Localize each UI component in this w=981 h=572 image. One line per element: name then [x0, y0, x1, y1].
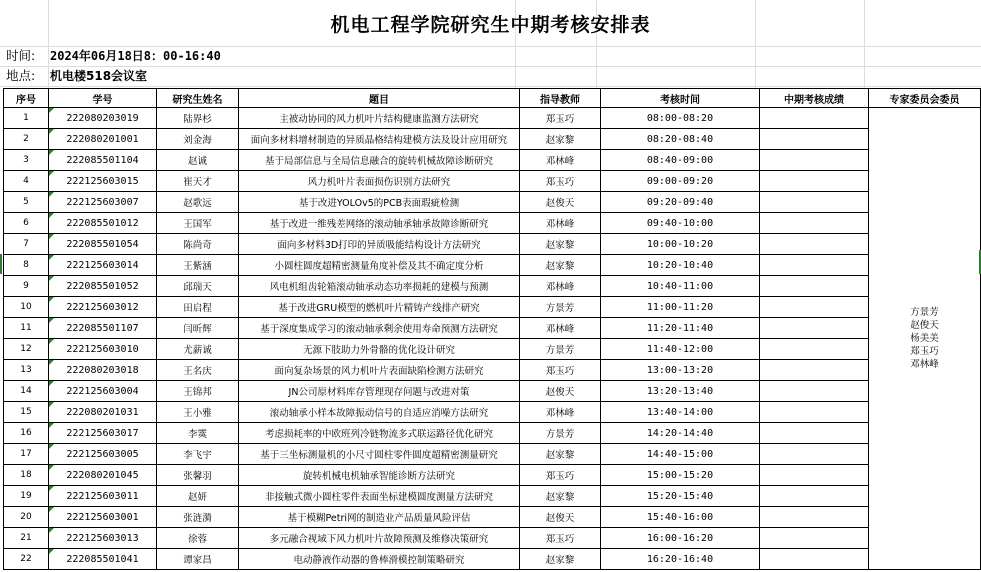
cell-score[interactable]	[760, 129, 869, 150]
cell-score[interactable]	[760, 465, 869, 486]
cell-name[interactable]: 邱瑞天	[157, 276, 239, 297]
cell-score[interactable]	[760, 192, 869, 213]
cell-time[interactable]: 08:20-08:40	[601, 129, 760, 150]
cell-name[interactable]: 陆界杉	[157, 108, 239, 129]
table-row	[4, 339, 981, 360]
col-header-no[interactable]: 序号	[4, 89, 49, 108]
cell-advisor[interactable]: 邓林峰	[520, 318, 601, 339]
col-header-sid[interactable]: 学号	[49, 89, 157, 108]
cell-topic[interactable]: 主被动协同的风力机叶片结构健康监测方法研究	[239, 108, 520, 129]
cell-name[interactable]: 崔天才	[157, 171, 239, 192]
cell-sid[interactable]: 222125603012	[49, 297, 157, 318]
cell-no[interactable]: 10	[4, 297, 49, 318]
col-header-advisor[interactable]: 指导教师	[520, 89, 601, 108]
row-selection-marker	[0, 254, 2, 274]
cell-topic[interactable]: 多元融合视域下风力机叶片故障预测及维修决策研究	[239, 528, 520, 549]
cell-no[interactable]: 4	[4, 171, 49, 192]
table-row	[4, 129, 981, 150]
cell-topic[interactable]: 面向多材料增材制造的异质晶格结构建模方法及设计应用研究	[239, 129, 520, 150]
cell-advisor[interactable]: 郑玉巧	[520, 465, 601, 486]
committee-member: 赵俊天	[910, 320, 939, 331]
cell-no[interactable]: 6	[4, 213, 49, 234]
cell-score[interactable]	[760, 339, 869, 360]
col-header-topic[interactable]: 题目	[239, 89, 520, 108]
cell-name[interactable]: 闫昕辉	[157, 318, 239, 339]
cell-score[interactable]	[760, 402, 869, 423]
cell-score[interactable]	[760, 318, 869, 339]
cell-name[interactable]: 谭家昌	[157, 549, 239, 570]
cell-score[interactable]	[760, 549, 869, 570]
cell-no[interactable]: 5	[4, 192, 49, 213]
cell-advisor[interactable]: 赵俊天	[520, 192, 601, 213]
cell-time[interactable]: 16:20-16:40	[601, 549, 760, 570]
schedule-table	[3, 88, 981, 570]
col-header-committee[interactable]: 专家委员会委员	[869, 89, 981, 108]
cell-no[interactable]: 9	[4, 276, 49, 297]
table-row	[4, 444, 981, 465]
time-value: 2024年06月18日8：00-16:40	[50, 49, 221, 63]
table-row	[4, 192, 981, 213]
cell-name[interactable]: 张馨羽	[157, 465, 239, 486]
table-row	[4, 402, 981, 423]
cell-sid[interactable]: 222125603007	[49, 192, 157, 213]
cell-time[interactable]: 08:00-08:20	[601, 108, 760, 129]
cell-topic[interactable]: 基于三坐标测量机的小尺寸圆柱零件圆度超精密测量研究	[239, 444, 520, 465]
committee-member: 邓林峰	[910, 359, 939, 370]
cell-sid[interactable]: 222080201045	[49, 465, 157, 486]
cell-name[interactable]: 李飞宇	[157, 444, 239, 465]
cell-no[interactable]: 12	[4, 339, 49, 360]
cell-topic[interactable]: JN公司原材料库存管理现存问题与改进对策	[239, 381, 520, 402]
cell-no[interactable]: 15	[4, 402, 49, 423]
cell-time[interactable]: 15:20-15:40	[601, 486, 760, 507]
cell-no[interactable]: 18	[4, 465, 49, 486]
sheet-title[interactable]: 机电工程学院研究生中期考核安排表	[0, 0, 981, 47]
cell-time[interactable]: 11:40-12:00	[601, 339, 760, 360]
cell-topic[interactable]: 面向多材料3D打印的异质吸能结构设计方法研究	[239, 234, 520, 255]
cell-sid[interactable]: 222125603014	[49, 255, 157, 276]
cell-name[interactable]: 王名庆	[157, 360, 239, 381]
committee-member: 方景芳	[910, 307, 939, 318]
table-row	[4, 486, 981, 507]
cell-time[interactable]: 14:40-15:00	[601, 444, 760, 465]
cell-topic[interactable]: 考虑损耗率的中欧班列冷链物流多式联运路径优化研究	[239, 423, 520, 444]
time-label: 时间:	[6, 48, 36, 63]
cell-sid[interactable]: 222125603013	[49, 528, 157, 549]
cell-no[interactable]: 17	[4, 444, 49, 465]
cell-topic[interactable]: 基于深度集成学习的滚动轴承剩余使用寿命预测方法研究	[239, 318, 520, 339]
table-row	[4, 297, 981, 318]
cell-topic[interactable]: 基于模糊Petri网的制造业产品质量风险评估	[239, 507, 520, 528]
col-header-time[interactable]: 考核时间	[601, 89, 760, 108]
cell-no[interactable]: 22	[4, 549, 49, 570]
committee-cell[interactable]	[869, 108, 981, 570]
cell-score[interactable]	[760, 360, 869, 381]
cell-time[interactable]: 13:40-14:00	[601, 402, 760, 423]
cell-time[interactable]: 11:00-11:20	[601, 297, 760, 318]
cell-no[interactable]: 2	[4, 129, 49, 150]
cell-time[interactable]: 09:20-09:40	[601, 192, 760, 213]
cell-sid[interactable]: 222125603004	[49, 381, 157, 402]
cell-topic[interactable]: 小圆柱圆度超精密测量角度补偿及其不确定度分析	[239, 255, 520, 276]
cell-time[interactable]: 10:00-10:20	[601, 234, 760, 255]
cell-name[interactable]: 李霙	[157, 423, 239, 444]
cell-sid[interactable]: 222125603005	[49, 444, 157, 465]
cell-advisor[interactable]: 赵俊天	[520, 381, 601, 402]
cell-advisor[interactable]: 赵俊天	[520, 507, 601, 528]
cell-topic[interactable]: 旋转机械电机轴承智能诊断方法研究	[239, 465, 520, 486]
table-row	[4, 423, 981, 444]
cell-no[interactable]: 8	[4, 255, 49, 276]
cell-no[interactable]: 16	[4, 423, 49, 444]
cell-score[interactable]	[760, 276, 869, 297]
cell-sid[interactable]: 222080201031	[49, 402, 157, 423]
cell-advisor[interactable]: 赵家黎	[520, 444, 601, 465]
cell-no[interactable]: 3	[4, 150, 49, 171]
cell-no[interactable]: 21	[4, 528, 49, 549]
cell-no[interactable]: 19	[4, 486, 49, 507]
cell-score[interactable]	[760, 423, 869, 444]
cell-no[interactable]: 13	[4, 360, 49, 381]
committee-member: 郑玉巧	[910, 346, 939, 357]
cell-time[interactable]: 15:00-15:20	[601, 465, 760, 486]
cell-name[interactable]: 王紫涵	[157, 255, 239, 276]
table-row	[4, 528, 981, 549]
cell-no[interactable]: 20	[4, 507, 49, 528]
cell-topic[interactable]: 非接触式微小圆柱零件表面坐标建模圆度测量方法研究	[239, 486, 520, 507]
cell-sid[interactable]: 222085501041	[49, 549, 157, 570]
table-row	[4, 507, 981, 528]
cell-time[interactable]: 13:20-13:40	[601, 381, 760, 402]
cell-time[interactable]: 15:40-16:00	[601, 507, 760, 528]
cell-topic[interactable]: 面向复杂场景的风力机叶片表面缺陷检测方法研究	[239, 360, 520, 381]
cell-advisor[interactable]: 方景芳	[520, 339, 601, 360]
cell-name[interactable]: 王小雅	[157, 402, 239, 423]
cell-score[interactable]	[760, 507, 869, 528]
cell-advisor[interactable]: 郑玉巧	[520, 108, 601, 129]
table-row	[4, 318, 981, 339]
place-row[interactable]	[0, 66, 981, 87]
cell-score[interactable]	[760, 171, 869, 192]
cell-time[interactable]: 13:00-13:20	[601, 360, 760, 381]
cell-sid[interactable]: 222125603010	[49, 339, 157, 360]
cell-time[interactable]: 08:40-09:00	[601, 150, 760, 171]
cell-name[interactable]: 王锦邦	[157, 381, 239, 402]
cell-sid[interactable]: 222085501012	[49, 213, 157, 234]
table-row	[4, 549, 981, 570]
cell-no[interactable]: 11	[4, 318, 49, 339]
table-row	[4, 234, 981, 255]
place-value: 机电楼518会议室	[50, 69, 148, 83]
cell-advisor[interactable]: 邓林峰	[520, 213, 601, 234]
cell-score[interactable]	[760, 528, 869, 549]
cell-no[interactable]: 1	[4, 108, 49, 129]
cell-time[interactable]: 09:40-10:00	[601, 213, 760, 234]
cell-advisor[interactable]: 方景芳	[520, 423, 601, 444]
cell-name[interactable]: 尤薪诚	[157, 339, 239, 360]
cell-no[interactable]: 14	[4, 381, 49, 402]
header-row	[4, 89, 981, 108]
cell-sid[interactable]: 222080203018	[49, 360, 157, 381]
table-row	[4, 150, 981, 171]
table-row	[4, 213, 981, 234]
cell-name[interactable]: 徐蓉	[157, 528, 239, 549]
cell-score[interactable]	[760, 486, 869, 507]
cell-name[interactable]: 王国军	[157, 213, 239, 234]
cell-advisor[interactable]: 邓林峰	[520, 150, 601, 171]
col-header-name[interactable]: 研究生姓名	[157, 89, 239, 108]
cell-time[interactable]: 09:00-09:20	[601, 171, 760, 192]
cell-advisor[interactable]: 赵家黎	[520, 129, 601, 150]
cell-score[interactable]	[760, 381, 869, 402]
cell-topic[interactable]: 基于局部信息与全局信息融合的旋转机械故障诊断研究	[239, 150, 520, 171]
cell-name[interactable]: 张涟漪	[157, 507, 239, 528]
time-row[interactable]	[0, 46, 981, 67]
cell-score[interactable]	[760, 213, 869, 234]
cell-score[interactable]	[760, 444, 869, 465]
cell-sid[interactable]: 222125603011	[49, 486, 157, 507]
col-header-score[interactable]: 中期考核成绩	[760, 89, 869, 108]
place-label: 地点:	[6, 68, 36, 83]
cell-advisor[interactable]: 方景芳	[520, 297, 601, 318]
cell-topic[interactable]: 电动静液作动器的鲁棒滑模控制策略研究	[239, 549, 520, 570]
cell-sid[interactable]: 222085501104	[49, 150, 157, 171]
cell-score[interactable]	[760, 150, 869, 171]
cell-score[interactable]	[760, 234, 869, 255]
cell-time[interactable]: 14:20-14:40	[601, 423, 760, 444]
committee-member: 杨美美	[910, 333, 939, 344]
cell-advisor[interactable]: 赵家黎	[520, 255, 601, 276]
cell-sid[interactable]: 222125603001	[49, 507, 157, 528]
cell-advisor[interactable]: 邓林峰	[520, 276, 601, 297]
table-row	[4, 360, 981, 381]
cell-sid[interactable]: 222085501054	[49, 234, 157, 255]
table-row	[4, 381, 981, 402]
cell-sid[interactable]: 222085501052	[49, 276, 157, 297]
cell-name[interactable]: 赵妍	[157, 486, 239, 507]
cell-sid[interactable]: 222085501107	[49, 318, 157, 339]
cell-topic[interactable]: 基于改进YOLOv5的PCB表面瑕疵检测	[239, 192, 520, 213]
cell-advisor[interactable]: 郑玉巧	[520, 171, 601, 192]
table-row	[4, 465, 981, 486]
cell-time[interactable]: 11:20-11:40	[601, 318, 760, 339]
cell-advisor[interactable]: 郑玉巧	[520, 528, 601, 549]
table-row	[4, 108, 981, 129]
table-row	[4, 171, 981, 192]
cell-name[interactable]: 田启程	[157, 297, 239, 318]
cell-score[interactable]	[760, 297, 869, 318]
table-row	[4, 255, 981, 276]
cell-advisor[interactable]: 赵家黎	[520, 549, 601, 570]
cell-time[interactable]: 10:40-11:00	[601, 276, 760, 297]
cell-name[interactable]: 刘金海	[157, 129, 239, 150]
cell-time[interactable]: 10:20-10:40	[601, 255, 760, 276]
cell-score[interactable]	[760, 108, 869, 129]
cell-advisor[interactable]: 邓林峰	[520, 402, 601, 423]
cell-sid[interactable]: 222080201001	[49, 129, 157, 150]
cell-topic[interactable]: 无源下肢助力外骨骼的优化设计研究	[239, 339, 520, 360]
cell-sid[interactable]: 222125603015	[49, 171, 157, 192]
cell-topic[interactable]: 风电机组齿轮箱滚动轴承动态功率损耗的建模与预测	[239, 276, 520, 297]
cell-score[interactable]	[760, 255, 869, 276]
cell-topic[interactable]: 滚动轴承小样本故障振动信号的自适应消噪方法研究	[239, 402, 520, 423]
cell-topic[interactable]: 基于改进一维残差网络的滚动轴承轴承故障诊断研究	[239, 213, 520, 234]
cell-topic[interactable]: 风力机叶片表面损伤识别方法研究	[239, 171, 520, 192]
cell-topic[interactable]: 基于改进GRU模型的燃机叶片精铸产线排产研究	[239, 297, 520, 318]
cell-advisor[interactable]: 郑玉巧	[520, 360, 601, 381]
cell-name[interactable]: 赵诚	[157, 150, 239, 171]
cell-sid[interactable]: 222080203019	[49, 108, 157, 129]
cell-no[interactable]: 7	[4, 234, 49, 255]
table-row	[4, 276, 981, 297]
cell-name[interactable]: 陈尚奇	[157, 234, 239, 255]
cell-name[interactable]: 赵歌远	[157, 192, 239, 213]
cell-advisor[interactable]: 赵家黎	[520, 486, 601, 507]
cell-advisor[interactable]: 赵家黎	[520, 234, 601, 255]
cell-sid[interactable]: 222125603017	[49, 423, 157, 444]
cell-time[interactable]: 16:00-16:20	[601, 528, 760, 549]
